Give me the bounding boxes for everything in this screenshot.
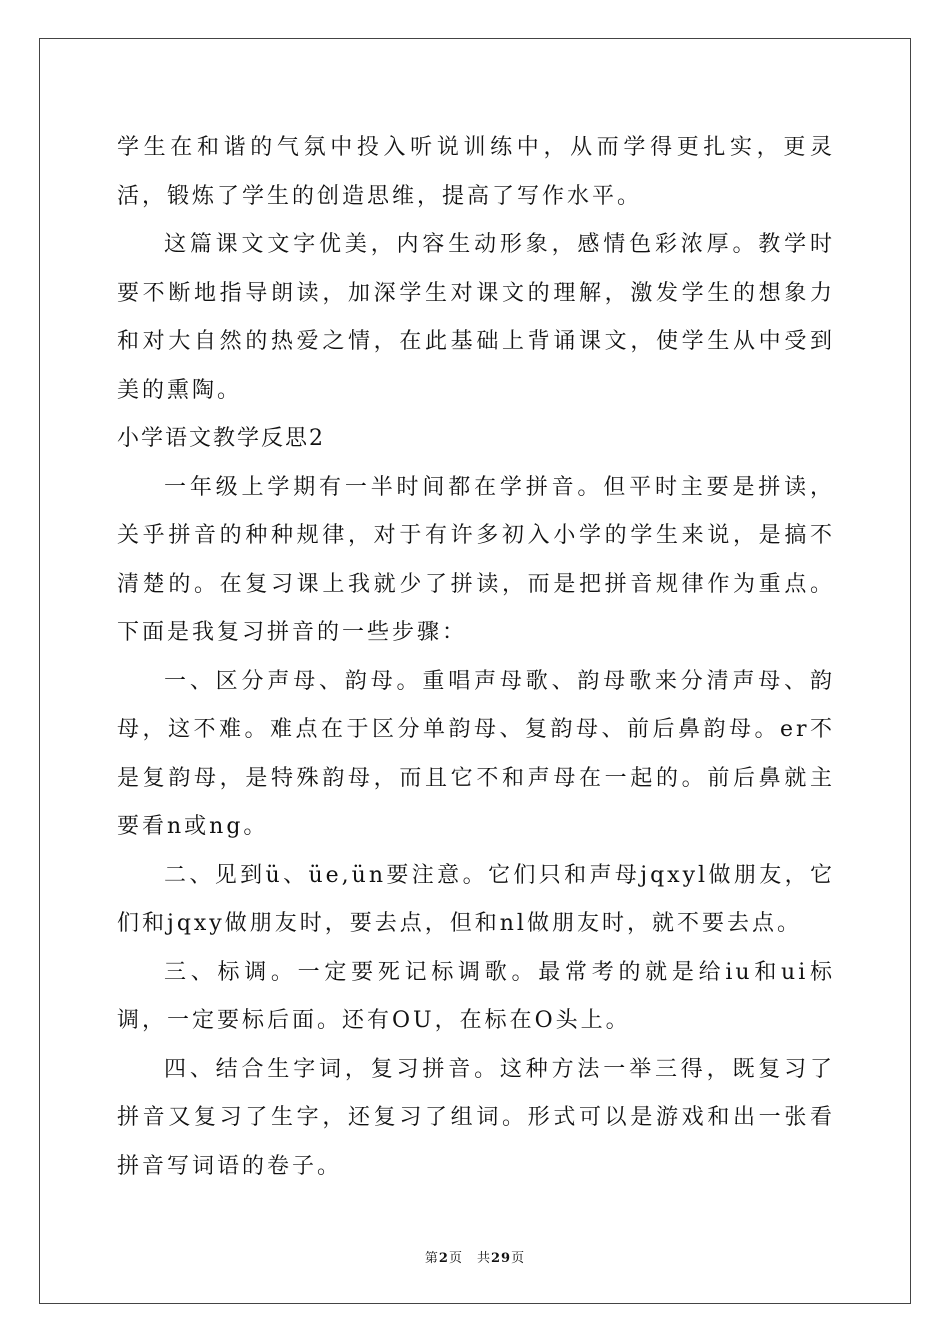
paragraph-3: 一年级上学期有一半时间都在学拼音。但平时主要是拼读，关乎拼音的种种规律，对于有许多初入小学的学生来说，是搞不清楚的。在复习课上我就少了拼读，而是把拼音规律作为重点。下面是我复习拼音的一些步骤： [117,474,835,645]
page-prefix: 第 [424,1251,439,1266]
section-heading: 小学语文教学反思2 [117,426,325,451]
paragraph-6: 三、标调。一定要死记标调歌。最常考的就是给iu和ui标调，一定要标后面。还有OU，在标在O头上。 [117,959,835,1033]
paragraph-2: 这篇课文文字优美，内容生动形象，感情色彩浓厚。教学时要不断地指导朗读，加深学生对课文的理解，激发学生的想象力和对大自然的热爱之情，在此基础上背诵课文，使学生从中受到美的熏陶。 [117,232,835,403]
page-current: 2 [438,1251,449,1266]
paragraph-4: 一、区分声母、韵母。重唱声母歌、韵母歌来分清声母、韵母，这不难。难点在于区分单韵母、复韵母、前后鼻韵母。er不是复韵母，是特殊韵母，而且它不和声母在一起的。前后鼻就主要看n或ng。 [117,668,835,839]
page-total: 29 [490,1251,512,1266]
paragraph-1: 学生在和谐的气氛中投入听说训练中，从而学得更扎实，更灵活，锻炼了学生的创造思维，提高了写作水平。 [117,135,835,209]
document-body [117,124,835,1191]
paragraph-7: 四、结合生字词，复习拼音。这种方法一举三得，既复习了拼音又复习了生字，还复习了组词。形式可以是游戏和出一张看拼音写词语的卷子。 [117,1056,835,1179]
page-footer [0,1247,950,1266]
page-mid: 页 共 [448,1251,491,1266]
paragraph-5: 二、见到ü、üe,ün要注意。它们只和声母jqxyl做朋友，它们和jqxy做朋友时，要去点，但和nl做朋友时，就不要去点。 [117,862,835,936]
page-suffix: 页 [511,1251,526,1266]
